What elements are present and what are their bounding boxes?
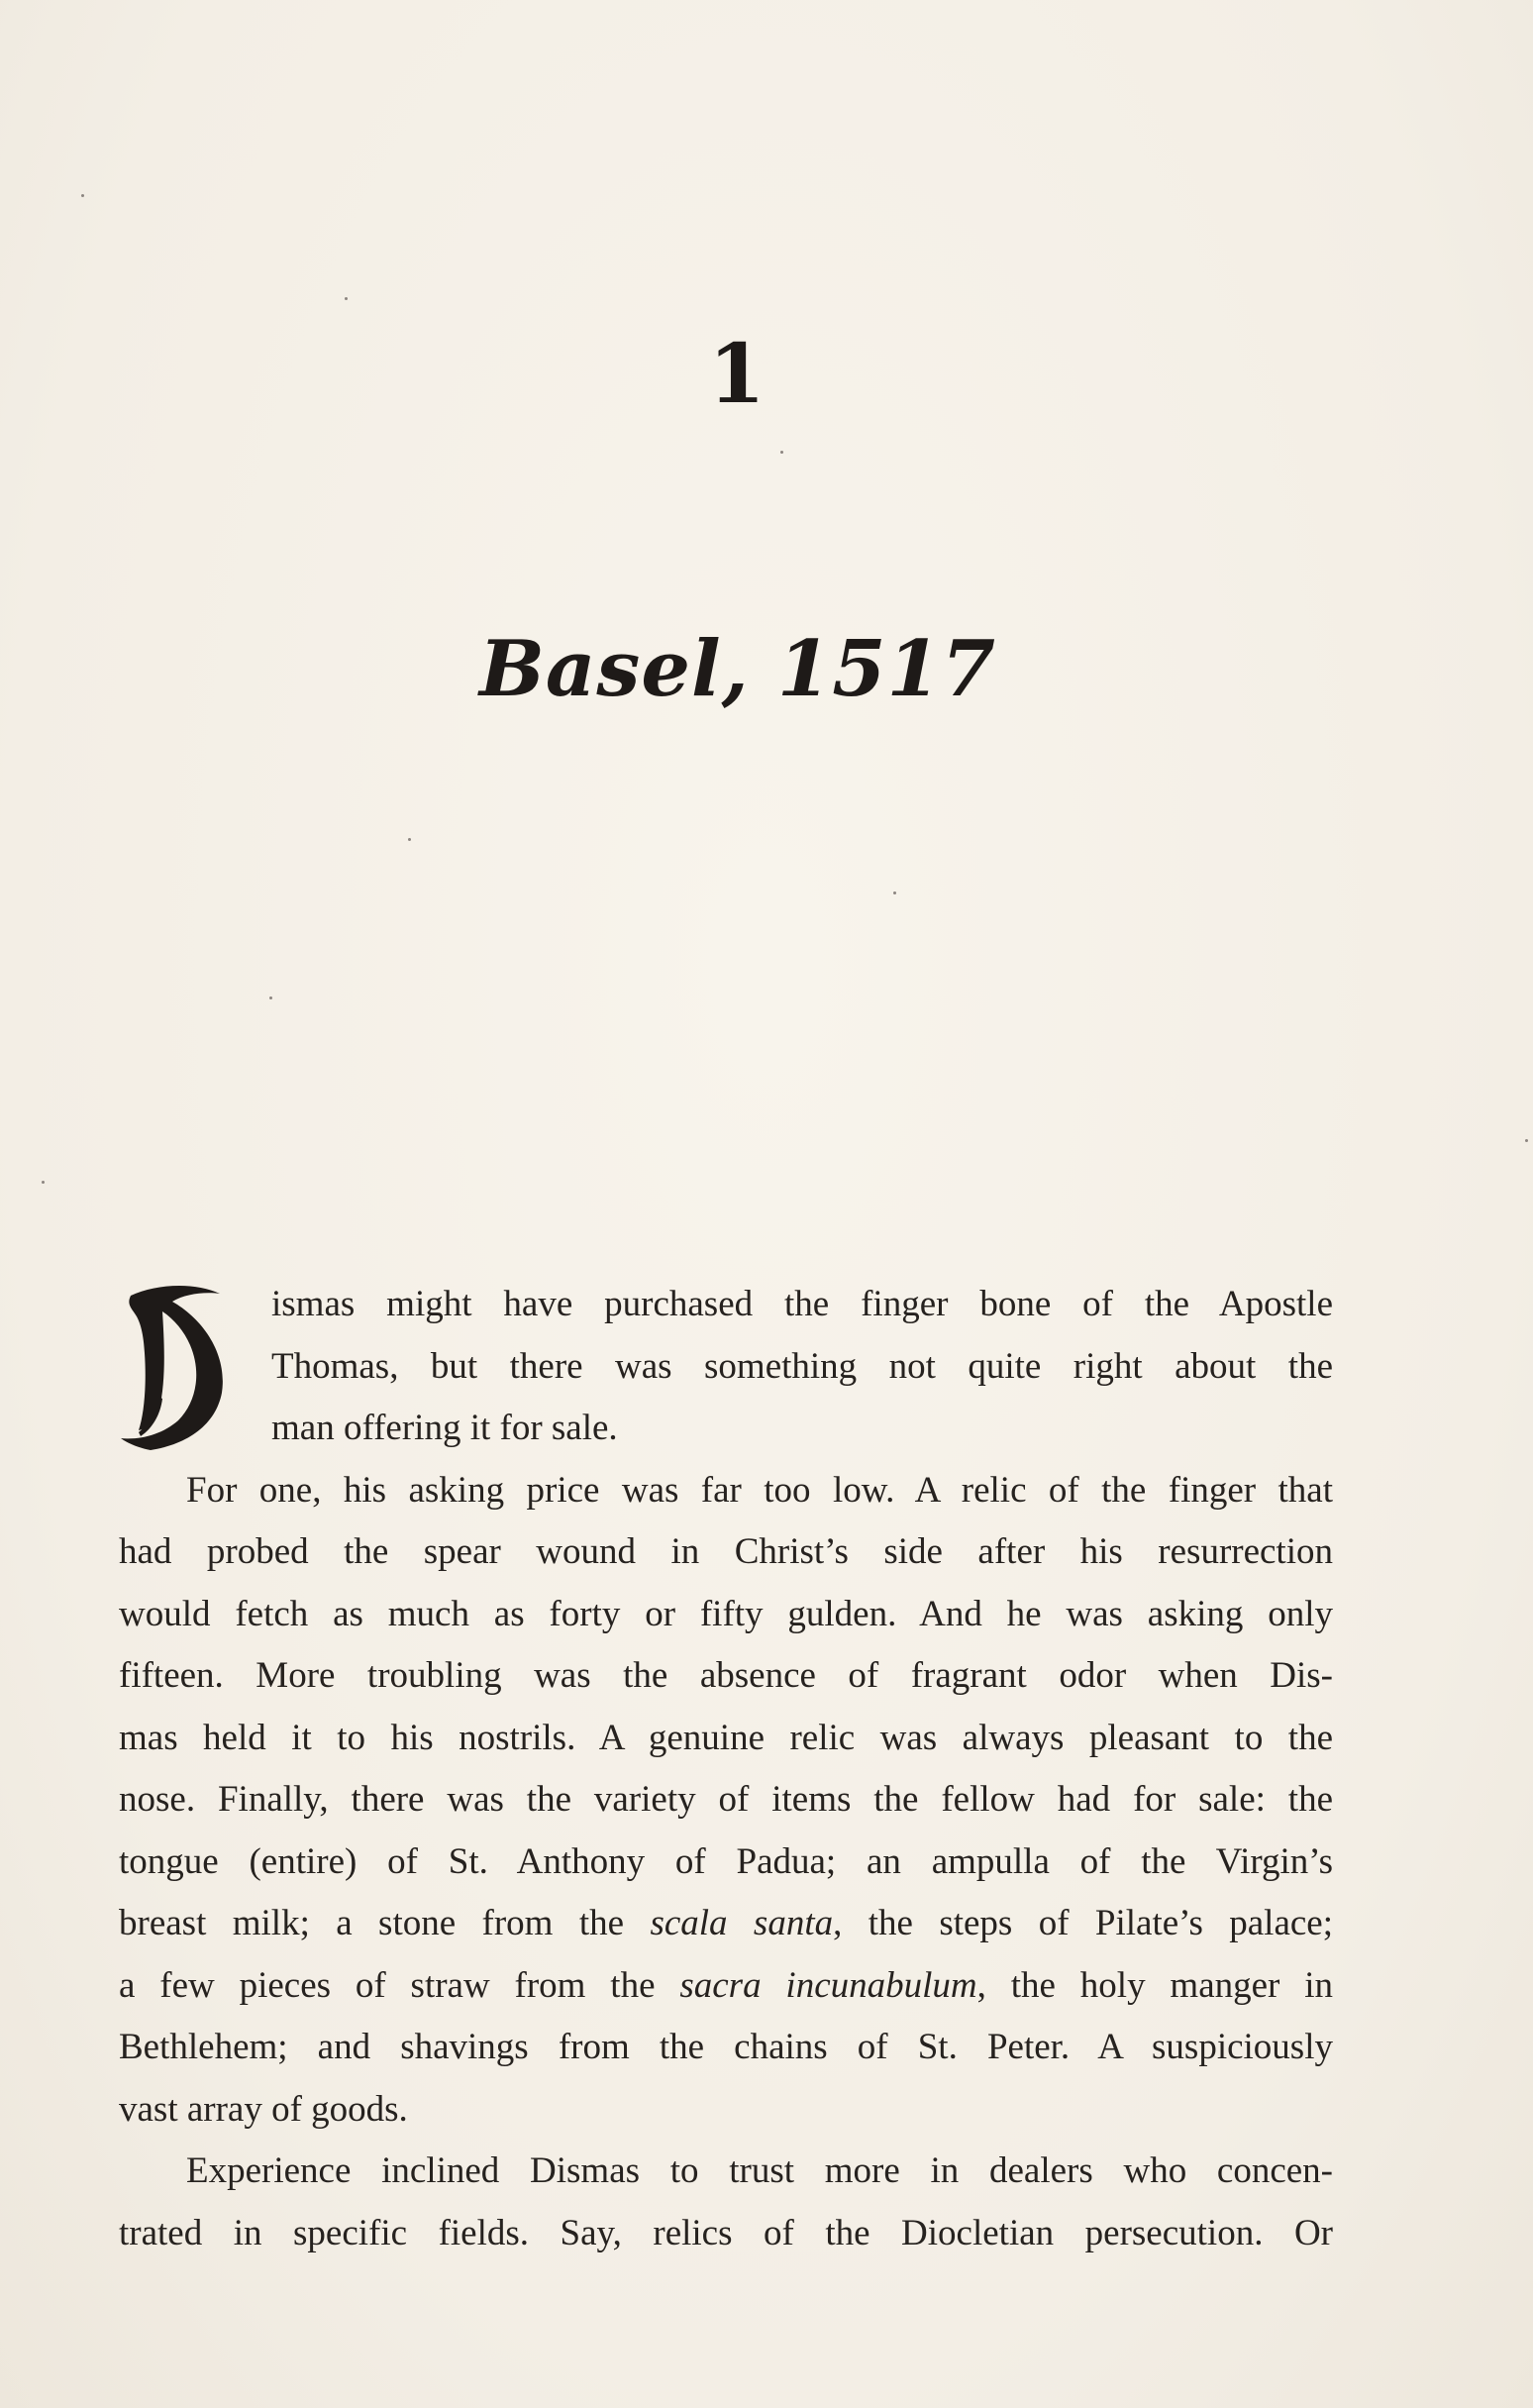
paper-speck <box>780 451 783 454</box>
body-text <box>119 1274 1333 2264</box>
dropcap-d-icon <box>111 1274 250 1452</box>
italic-term: scala santa <box>650 1903 834 1943</box>
text-line: man offering it for sale. <box>271 1408 618 1448</box>
text-line: tongue (entire) of St. Anthony of Padua; an ampulla of the Virgin’s <box>119 1840 1333 1882</box>
paper-speck <box>345 297 348 300</box>
text-line: vast array of goods. <box>119 2088 408 2130</box>
chapter-number: 1 <box>708 327 767 422</box>
text-line: For one, his asking price was far too low. A relic of the finger that <box>186 1469 1333 1511</box>
paper-speck <box>269 996 272 999</box>
paper-speck <box>1525 1139 1528 1142</box>
text-line: fifteen. More troubling was the absence of fragrant odor when Dis- <box>119 1655 1333 1696</box>
paragraph-3 <box>119 2141 1333 2264</box>
text-line: Experience inclined Dismas to trust more in dealers who concen- <box>186 2150 1333 2191</box>
text-line: a few pieces of straw from the sacra incunabulum, the holy manger in <box>119 1964 1333 2006</box>
italic-term: sacra incunabulum <box>679 1964 977 2006</box>
text-line: had probed the spear wound in Christ’s side after his resurrection <box>119 1531 1333 1572</box>
paragraph-2 <box>119 1460 1333 2142</box>
text-line: mas held it to his nostrils. A genuine relic was always pleasant to the <box>119 1717 1333 1758</box>
paper-speck <box>408 838 411 841</box>
paper-speck <box>42 1181 45 1184</box>
text-line: ismas might have purchased the finger bone of the Apostle <box>271 1284 1333 1324</box>
paragraph-1 <box>119 1274 1333 1460</box>
text-line: Thomas, but there was something not quite right about the <box>271 1345 1333 1387</box>
chapter-title: Basel, 1517 <box>478 624 997 714</box>
text-line: trated in specific fields. Say, relics of the Diocletian persecution. Or <box>119 2212 1333 2253</box>
text-line: Bethlehem; and shavings from the chains of St. Peter. A suspiciously <box>119 2027 1333 2067</box>
paper-speck <box>893 891 896 894</box>
text-line: would fetch as much as forty or fifty gulden. And he was asking only <box>119 1593 1333 1634</box>
paper-speck <box>81 194 84 197</box>
text-line: breast milk; a stone from the scala santa, the steps of Pilate’s palace; <box>119 1903 1333 1943</box>
text-line: nose. Finally, there was the variety of items the fellow had for sale: the <box>119 1779 1333 1820</box>
